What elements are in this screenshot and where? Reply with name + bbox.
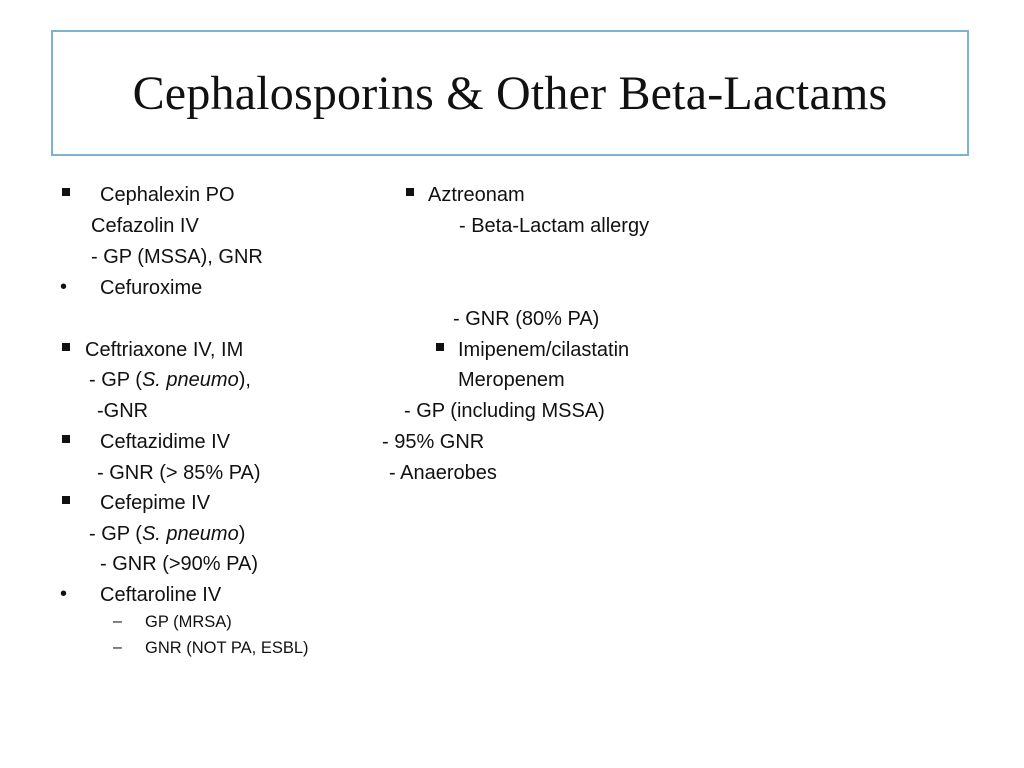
list-item: - Anaerobes bbox=[389, 462, 497, 484]
square-bullet-icon bbox=[406, 188, 414, 196]
square-bullet-icon bbox=[62, 435, 70, 443]
slide-title: Cephalosporins & Other Beta-Lactams bbox=[132, 66, 888, 120]
italic-text: S. pneumo bbox=[141, 369, 239, 391]
square-bullet-icon bbox=[62, 343, 70, 351]
dash-bullet-icon: – bbox=[113, 613, 122, 630]
text-segment: ) bbox=[238, 523, 246, 545]
list-item: Meropenem bbox=[458, 369, 565, 391]
round-bullet-icon: • bbox=[60, 276, 68, 298]
italic-text: S. pneumo bbox=[141, 523, 239, 545]
round-bullet-icon: • bbox=[60, 583, 68, 605]
text-segment: ), bbox=[238, 369, 251, 391]
list-item: - GP (including MSSA) bbox=[404, 400, 605, 422]
list-item: - GNR (> 85% PA) bbox=[97, 462, 261, 484]
list-item: - 95% GNR bbox=[382, 431, 485, 453]
list-item: GP (MRSA) bbox=[145, 613, 232, 631]
list-item: Imipenem/cilastatin bbox=[458, 339, 630, 361]
list-item: - Beta-Lactam allergy bbox=[459, 215, 650, 237]
list-item bbox=[89, 522, 245, 546]
list-item: Cephalexin PO bbox=[100, 184, 235, 206]
list-item: Cefuroxime bbox=[100, 277, 203, 299]
text-segment: - GP ( bbox=[89, 523, 142, 545]
square-bullet-icon bbox=[436, 343, 444, 351]
title-box bbox=[51, 30, 969, 156]
list-item: -GNR bbox=[97, 400, 149, 422]
list-item: Cefazolin IV bbox=[91, 215, 199, 237]
list-item: Ceftazidime IV bbox=[100, 431, 231, 453]
list-item: - GP (MSSA), GNR bbox=[91, 246, 263, 268]
list-item: Cefepime IV bbox=[100, 492, 211, 514]
list-item: - GNR (>90% PA) bbox=[100, 553, 258, 575]
dash-bullet-icon: – bbox=[113, 639, 122, 656]
list-item: Aztreonam bbox=[428, 184, 525, 206]
list-item: Ceftaroline IV bbox=[100, 584, 222, 606]
list-item: Ceftriaxone IV, IM bbox=[85, 339, 244, 361]
square-bullet-icon bbox=[62, 496, 70, 504]
list-item bbox=[89, 368, 251, 392]
text-segment: - GP ( bbox=[89, 369, 142, 391]
square-bullet-icon bbox=[62, 188, 70, 196]
list-item: - GNR (80% PA) bbox=[453, 308, 600, 330]
list-item: GNR (NOT PA, ESBL) bbox=[145, 639, 309, 657]
